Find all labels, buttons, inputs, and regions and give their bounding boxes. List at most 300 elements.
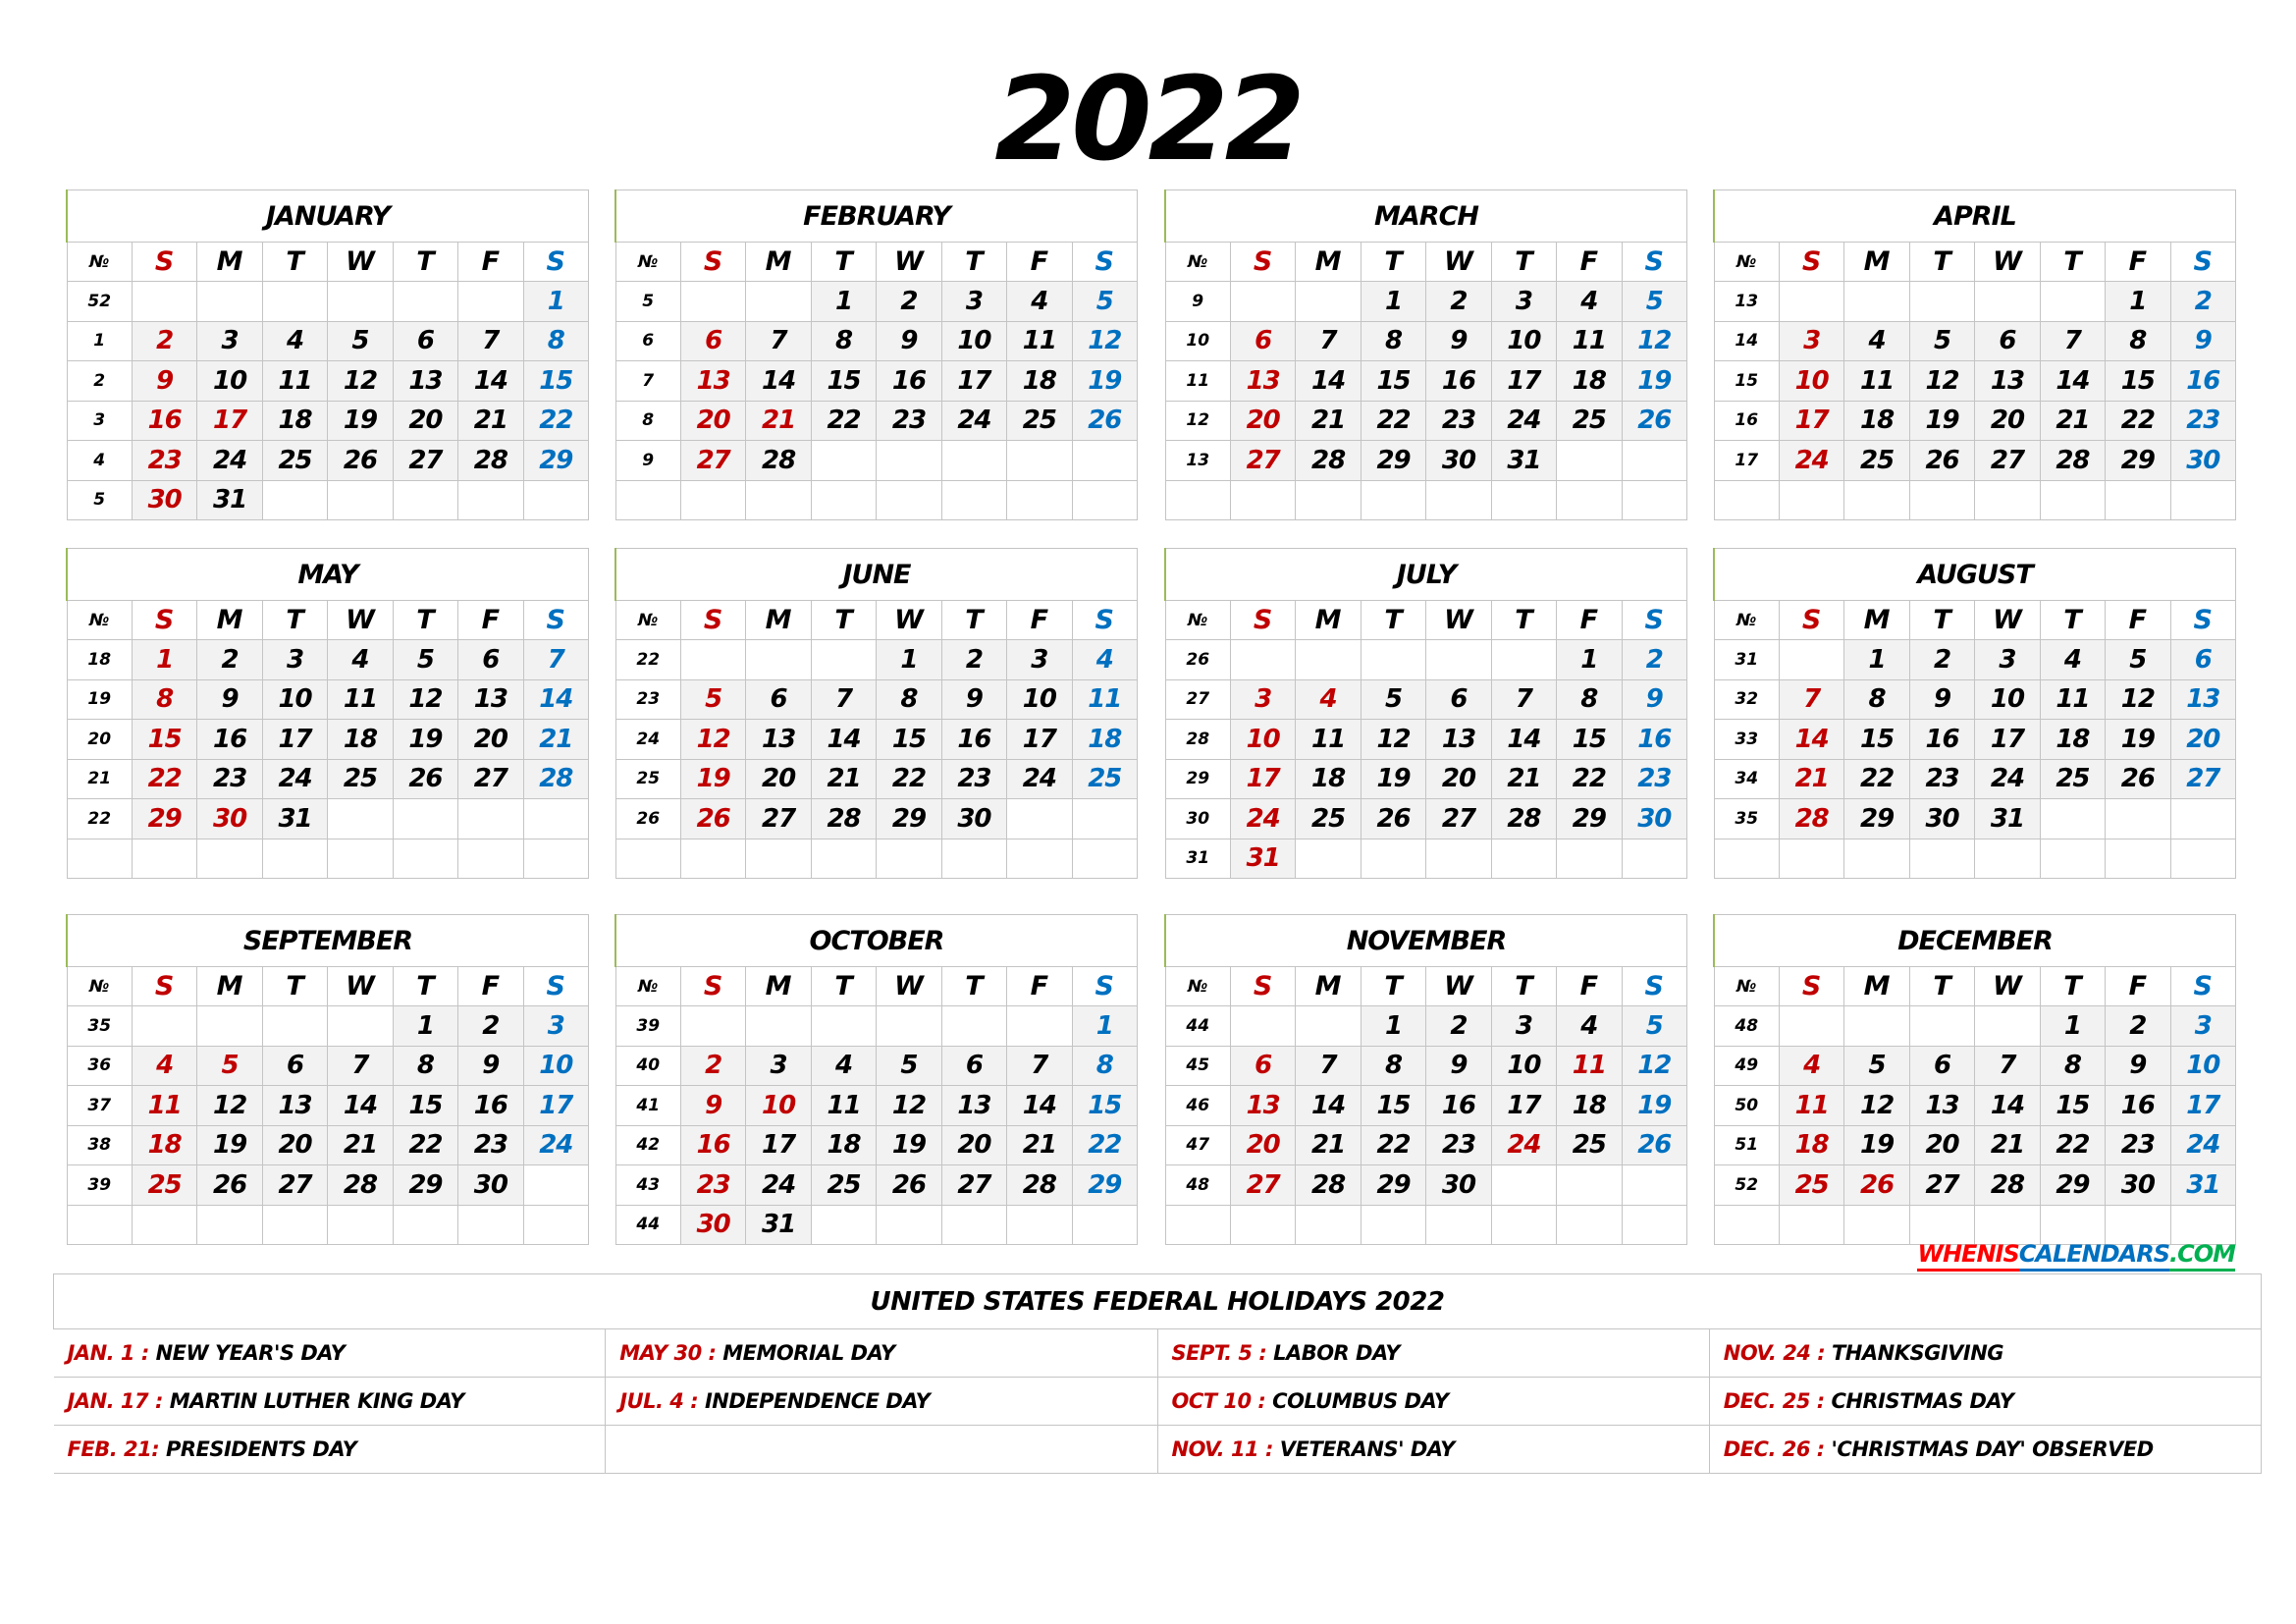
day-cell: 30 xyxy=(1426,1165,1491,1206)
holiday-day-cell: 4 xyxy=(1296,679,1361,720)
day-cell: 10 xyxy=(1230,720,1295,760)
empty-cell xyxy=(393,839,457,879)
holiday-cell: OCT 10 : COLUMBUS DAY xyxy=(1157,1378,1709,1426)
day-cell: 20 xyxy=(458,720,523,760)
month-name: JANUARY xyxy=(67,190,589,243)
weekday-header: W xyxy=(1426,967,1491,1006)
day-cell: 4 xyxy=(328,640,393,680)
empty-cell xyxy=(262,480,327,520)
day-cell: 6 xyxy=(262,1046,327,1086)
week-number: 22 xyxy=(615,640,680,680)
day-cell: 3 xyxy=(1491,1006,1556,1047)
week-number: 3 xyxy=(67,401,132,441)
week-number: 25 xyxy=(615,759,680,799)
weekday-header: M xyxy=(1844,601,1909,640)
week-number: 31 xyxy=(1714,640,1779,680)
empty-cell xyxy=(680,640,745,680)
weekday-header: T xyxy=(811,601,876,640)
day-cell: 15 xyxy=(132,720,196,760)
empty-cell xyxy=(1361,1205,1425,1245)
empty-cell xyxy=(680,282,745,322)
empty-cell xyxy=(746,282,811,322)
day-cell: 18 xyxy=(1779,1125,1843,1165)
day-cell: 15 xyxy=(2040,1086,2105,1126)
empty-cell xyxy=(746,480,811,520)
day-cell: 22 xyxy=(2040,1125,2105,1165)
day-cell: 20 xyxy=(2170,720,2235,760)
day-cell: 21 xyxy=(1296,1125,1361,1165)
day-cell: 22 xyxy=(2106,401,2170,441)
day-cell: 9 xyxy=(1622,679,1686,720)
week-number: 13 xyxy=(1165,441,1230,481)
day-cell: 3 xyxy=(1230,679,1295,720)
day-cell: 27 xyxy=(458,759,523,799)
day-cell: 11 xyxy=(1296,720,1361,760)
week-number-header: № xyxy=(67,243,132,282)
week-number: 8 xyxy=(615,401,680,441)
empty-cell xyxy=(328,1006,393,1047)
empty-cell xyxy=(1426,1205,1491,1245)
weekday-header: W xyxy=(877,601,941,640)
weekday-header: F xyxy=(1557,601,1622,640)
empty-cell xyxy=(1622,1165,1686,1206)
empty-cell xyxy=(1361,480,1425,520)
month-july xyxy=(1164,548,1687,874)
day-cell: 11 xyxy=(1557,321,1622,361)
day-cell: 18 xyxy=(811,1125,876,1165)
empty-cell xyxy=(746,1006,811,1047)
day-cell: 26 xyxy=(2106,759,2170,799)
week-number-header: № xyxy=(67,601,132,640)
day-cell: 2 xyxy=(877,282,941,322)
empty-cell xyxy=(1361,839,1425,879)
day-cell: 18 xyxy=(1557,1086,1622,1126)
empty-cell xyxy=(393,282,457,322)
day-cell: 29 xyxy=(132,799,196,839)
day-cell: 24 xyxy=(523,1125,588,1165)
day-cell: 4 xyxy=(1007,282,1072,322)
weekday-header: T xyxy=(1909,967,1974,1006)
empty-cell xyxy=(1557,1165,1622,1206)
day-cell: 5 xyxy=(1909,321,1974,361)
day-cell: 10 xyxy=(1007,679,1072,720)
day-cell: 12 xyxy=(197,1086,262,1126)
day-cell: 16 xyxy=(2106,1086,2170,1126)
day-cell: 31 xyxy=(197,480,262,520)
day-cell: 20 xyxy=(1975,401,2040,441)
week-number: 32 xyxy=(1714,679,1779,720)
day-cell: 9 xyxy=(458,1046,523,1086)
week-number: 44 xyxy=(615,1205,680,1245)
day-cell: 26 xyxy=(1072,401,1137,441)
weekday-header: S xyxy=(1779,967,1843,1006)
holiday-cell: NOV. 24 : THANKSGIVING xyxy=(1709,1329,2261,1378)
week-number: 41 xyxy=(615,1086,680,1126)
day-cell: 12 xyxy=(680,720,745,760)
empty-cell xyxy=(328,1205,393,1245)
week-number: 4 xyxy=(67,441,132,481)
weekday-header: T xyxy=(262,601,327,640)
weekday-header: T xyxy=(1909,601,1974,640)
weekday-header: M xyxy=(746,243,811,282)
day-cell: 18 xyxy=(1844,401,1909,441)
day-cell: 19 xyxy=(2106,720,2170,760)
day-cell: 28 xyxy=(746,441,811,481)
week-number: 38 xyxy=(67,1125,132,1165)
day-cell: 24 xyxy=(1975,759,2040,799)
empty-cell xyxy=(458,480,523,520)
empty-cell xyxy=(746,640,811,680)
empty-cell xyxy=(941,1205,1006,1245)
empty-cell xyxy=(132,839,196,879)
day-cell: 17 xyxy=(1779,401,1843,441)
day-cell: 1 xyxy=(393,1006,457,1047)
empty-cell xyxy=(680,839,745,879)
day-cell: 31 xyxy=(2170,1165,2235,1206)
day-cell: 21 xyxy=(328,1125,393,1165)
day-cell: 17 xyxy=(2170,1086,2235,1126)
day-cell: 30 xyxy=(1909,799,1974,839)
day-cell: 28 xyxy=(1296,1165,1361,1206)
day-cell: 26 xyxy=(328,441,393,481)
day-cell: 24 xyxy=(262,759,327,799)
day-cell: 8 xyxy=(811,321,876,361)
day-cell: 4 xyxy=(1779,1046,1843,1086)
day-cell: 8 xyxy=(523,321,588,361)
day-cell: 18 xyxy=(1557,361,1622,402)
week-number: 6 xyxy=(615,321,680,361)
empty-cell xyxy=(1844,1205,1909,1245)
week-number: 16 xyxy=(1714,401,1779,441)
weekday-header: S xyxy=(523,243,588,282)
day-cell: 1 xyxy=(2106,282,2170,322)
week-number-header: № xyxy=(1165,967,1230,1006)
weekday-header: M xyxy=(1844,243,1909,282)
day-cell: 16 xyxy=(132,401,196,441)
day-cell: 2 xyxy=(1426,282,1491,322)
day-cell: 17 xyxy=(523,1086,588,1126)
day-cell: 23 xyxy=(197,759,262,799)
day-cell: 12 xyxy=(1361,720,1425,760)
week-number: 48 xyxy=(1165,1165,1230,1206)
day-cell: 6 xyxy=(2170,640,2235,680)
day-cell: 12 xyxy=(1844,1086,1909,1126)
empty-cell xyxy=(1622,480,1686,520)
empty-cell xyxy=(1779,282,1843,322)
day-cell: 15 xyxy=(1072,1086,1137,1126)
weekday-header: T xyxy=(811,967,876,1006)
day-cell: 17 xyxy=(941,361,1006,402)
day-cell: 4 xyxy=(811,1046,876,1086)
weekday-header: M xyxy=(746,601,811,640)
day-cell: 22 xyxy=(523,401,588,441)
weekday-header: T xyxy=(1361,601,1425,640)
weekday-header: M xyxy=(1296,601,1361,640)
day-cell: 2 xyxy=(2170,282,2235,322)
day-cell: 14 xyxy=(1296,1086,1361,1126)
day-cell: 30 xyxy=(1622,799,1686,839)
weekday-header: W xyxy=(1426,243,1491,282)
day-cell: 26 xyxy=(877,1165,941,1206)
empty-cell xyxy=(941,839,1006,879)
week-number: 31 xyxy=(1165,839,1230,879)
week-number: 10 xyxy=(1165,321,1230,361)
weekday-header: T xyxy=(1361,967,1425,1006)
day-cell: 13 xyxy=(262,1086,327,1126)
year-title: 2022 xyxy=(994,51,1302,187)
month-august xyxy=(1713,548,2236,870)
day-cell: 22 xyxy=(811,401,876,441)
day-cell: 29 xyxy=(1361,441,1425,481)
day-cell: 20 xyxy=(262,1125,327,1165)
week-number-header: № xyxy=(1714,243,1779,282)
empty-cell xyxy=(1230,640,1295,680)
holiday-row xyxy=(54,1378,2262,1426)
day-cell: 26 xyxy=(393,759,457,799)
empty-cell xyxy=(1230,1006,1295,1047)
week-number xyxy=(615,839,680,879)
holiday-row xyxy=(54,1426,2262,1474)
day-cell: 14 xyxy=(746,361,811,402)
day-cell: 6 xyxy=(746,679,811,720)
week-number: 28 xyxy=(1165,720,1230,760)
empty-cell xyxy=(262,1006,327,1047)
day-cell: 9 xyxy=(877,321,941,361)
weekday-header: W xyxy=(1426,601,1491,640)
day-cell: 9 xyxy=(941,679,1006,720)
day-cell: 5 xyxy=(1361,679,1425,720)
weekday-header: F xyxy=(1007,967,1072,1006)
day-cell: 2 xyxy=(458,1006,523,1047)
empty-cell xyxy=(132,1205,196,1245)
day-cell: 25 xyxy=(1844,441,1909,481)
day-cell: 4 xyxy=(2040,640,2105,680)
holiday-row xyxy=(54,1329,2262,1378)
day-cell: 1 xyxy=(1361,1006,1425,1047)
week-number: 48 xyxy=(1714,1006,1779,1047)
website-watermark[interactable] xyxy=(1917,1240,2235,1268)
day-cell: 2 xyxy=(680,1046,745,1086)
week-number: 7 xyxy=(615,361,680,402)
week-number: 20 xyxy=(67,720,132,760)
empty-cell xyxy=(523,480,588,520)
day-cell: 18 xyxy=(1296,759,1361,799)
empty-cell xyxy=(680,480,745,520)
week-number: 40 xyxy=(615,1046,680,1086)
holiday-day-cell: 24 xyxy=(1491,1125,1556,1165)
day-cell: 27 xyxy=(1909,1165,1974,1206)
empty-cell xyxy=(2040,799,2105,839)
day-cell: 10 xyxy=(197,361,262,402)
empty-cell xyxy=(877,839,941,879)
day-cell: 3 xyxy=(746,1046,811,1086)
weekday-header: T xyxy=(1491,967,1556,1006)
day-cell: 30 xyxy=(2170,441,2235,481)
week-number: 17 xyxy=(1714,441,1779,481)
day-cell: 13 xyxy=(393,361,457,402)
week-number-header: № xyxy=(1714,601,1779,640)
empty-cell xyxy=(262,282,327,322)
day-cell: 7 xyxy=(746,321,811,361)
empty-cell xyxy=(1975,480,2040,520)
empty-cell xyxy=(523,1205,588,1245)
week-number: 37 xyxy=(67,1086,132,1126)
day-cell: 2 xyxy=(1909,640,1974,680)
empty-cell xyxy=(1909,1205,1974,1245)
day-cell: 29 xyxy=(2106,441,2170,481)
day-cell: 28 xyxy=(458,441,523,481)
day-cell: 9 xyxy=(2106,1046,2170,1086)
day-cell: 7 xyxy=(458,321,523,361)
day-cell: 14 xyxy=(2040,361,2105,402)
day-cell: 12 xyxy=(1622,321,1686,361)
day-cell: 2 xyxy=(2106,1006,2170,1047)
day-cell: 20 xyxy=(1230,401,1295,441)
day-cell: 22 xyxy=(1361,401,1425,441)
empty-cell xyxy=(1230,1205,1295,1245)
day-cell: 27 xyxy=(941,1165,1006,1206)
day-cell: 20 xyxy=(1426,759,1491,799)
day-cell: 14 xyxy=(458,361,523,402)
day-cell: 9 xyxy=(197,679,262,720)
week-number: 2 xyxy=(67,361,132,402)
week-number: 34 xyxy=(1714,759,1779,799)
weekday-header: S xyxy=(680,967,745,1006)
day-cell: 7 xyxy=(1975,1046,2040,1086)
day-cell: 22 xyxy=(877,759,941,799)
empty-cell xyxy=(1296,1205,1361,1245)
week-number xyxy=(1165,480,1230,520)
empty-cell xyxy=(132,282,196,322)
day-cell: 19 xyxy=(1844,1125,1909,1165)
weekday-header: T xyxy=(262,967,327,1006)
day-cell: 25 xyxy=(1557,1125,1622,1165)
day-cell: 12 xyxy=(1622,1046,1686,1086)
day-cell: 1 xyxy=(2040,1006,2105,1047)
weekday-header: M xyxy=(1296,967,1361,1006)
day-cell: 12 xyxy=(877,1086,941,1126)
day-cell: 3 xyxy=(941,282,1006,322)
day-cell: 1 xyxy=(877,640,941,680)
week-number xyxy=(1714,480,1779,520)
weekday-header: S xyxy=(1072,243,1137,282)
day-cell: 19 xyxy=(1361,759,1425,799)
watermark-part-3: .COM xyxy=(2169,1240,2235,1272)
day-cell: 1 xyxy=(1557,640,1622,680)
weekday-header: W xyxy=(328,967,393,1006)
day-cell: 5 xyxy=(877,1046,941,1086)
day-cell: 22 xyxy=(1844,759,1909,799)
month-september xyxy=(66,914,589,1236)
holiday-cell: JAN. 17 : MARTIN LUTHER KING DAY xyxy=(54,1378,606,1426)
day-cell: 12 xyxy=(1072,321,1137,361)
day-cell: 27 xyxy=(1975,441,2040,481)
month-december xyxy=(1713,914,2236,1236)
watermark-part-1: WHENIS xyxy=(1917,1240,2018,1272)
empty-cell xyxy=(811,480,876,520)
day-cell: 7 xyxy=(2040,321,2105,361)
empty-cell xyxy=(458,1205,523,1245)
weekday-header: S xyxy=(1622,967,1686,1006)
day-cell: 29 xyxy=(523,441,588,481)
empty-cell xyxy=(2040,839,2105,879)
federal-holidays-table xyxy=(53,1273,2262,1474)
week-number: 21 xyxy=(67,759,132,799)
holiday-day-cell: 21 xyxy=(746,401,811,441)
day-cell: 12 xyxy=(1909,361,1974,402)
day-cell: 27 xyxy=(2170,759,2235,799)
empty-cell xyxy=(2106,799,2170,839)
empty-cell xyxy=(262,1205,327,1245)
day-cell: 7 xyxy=(328,1046,393,1086)
month-january xyxy=(66,189,589,515)
week-number xyxy=(1714,1205,1779,1245)
day-cell: 27 xyxy=(262,1165,327,1206)
week-number-header: № xyxy=(615,601,680,640)
empty-cell xyxy=(458,839,523,879)
empty-cell xyxy=(1779,640,1843,680)
weekday-header: W xyxy=(328,243,393,282)
holiday-cell: SEPT. 5 : LABOR DAY xyxy=(1157,1329,1709,1378)
week-number: 51 xyxy=(1714,1125,1779,1165)
day-cell: 12 xyxy=(393,679,457,720)
empty-cell xyxy=(1007,441,1072,481)
empty-cell xyxy=(1007,839,1072,879)
day-cell: 3 xyxy=(1491,282,1556,322)
day-cell: 19 xyxy=(328,401,393,441)
day-cell: 25 xyxy=(262,441,327,481)
day-cell: 17 xyxy=(1491,361,1556,402)
day-cell: 27 xyxy=(1230,1165,1295,1206)
day-cell: 28 xyxy=(811,799,876,839)
empty-cell xyxy=(1491,839,1556,879)
day-cell: 10 xyxy=(1779,361,1843,402)
empty-cell xyxy=(2106,480,2170,520)
day-cell: 14 xyxy=(328,1086,393,1126)
holiday-day-cell: 10 xyxy=(746,1086,811,1126)
day-cell: 13 xyxy=(746,720,811,760)
week-number: 9 xyxy=(615,441,680,481)
empty-cell xyxy=(1779,480,1843,520)
empty-cell xyxy=(1296,480,1361,520)
day-cell: 19 xyxy=(1072,361,1137,402)
weekday-header: T xyxy=(393,601,457,640)
holiday-day-cell: 17 xyxy=(197,401,262,441)
day-cell: 27 xyxy=(393,441,457,481)
day-cell: 10 xyxy=(523,1046,588,1086)
day-cell: 20 xyxy=(1909,1125,1974,1165)
empty-cell xyxy=(1426,640,1491,680)
weekday-header: M xyxy=(197,967,262,1006)
week-number: 1 xyxy=(67,321,132,361)
day-cell: 25 xyxy=(1007,401,1072,441)
day-cell: 30 xyxy=(458,1165,523,1206)
day-cell: 23 xyxy=(680,1165,745,1206)
day-cell: 10 xyxy=(2170,1046,2235,1086)
day-cell: 22 xyxy=(393,1125,457,1165)
day-cell: 28 xyxy=(1491,799,1556,839)
weekday-header: S xyxy=(1072,601,1137,640)
day-cell: 15 xyxy=(523,361,588,402)
weekday-header: T xyxy=(2040,243,2105,282)
weekday-header: S xyxy=(132,243,196,282)
day-cell: 17 xyxy=(262,720,327,760)
empty-cell xyxy=(2040,282,2105,322)
empty-cell xyxy=(1361,640,1425,680)
day-cell: 10 xyxy=(262,679,327,720)
day-cell: 6 xyxy=(941,1046,1006,1086)
day-cell: 29 xyxy=(1557,799,1622,839)
